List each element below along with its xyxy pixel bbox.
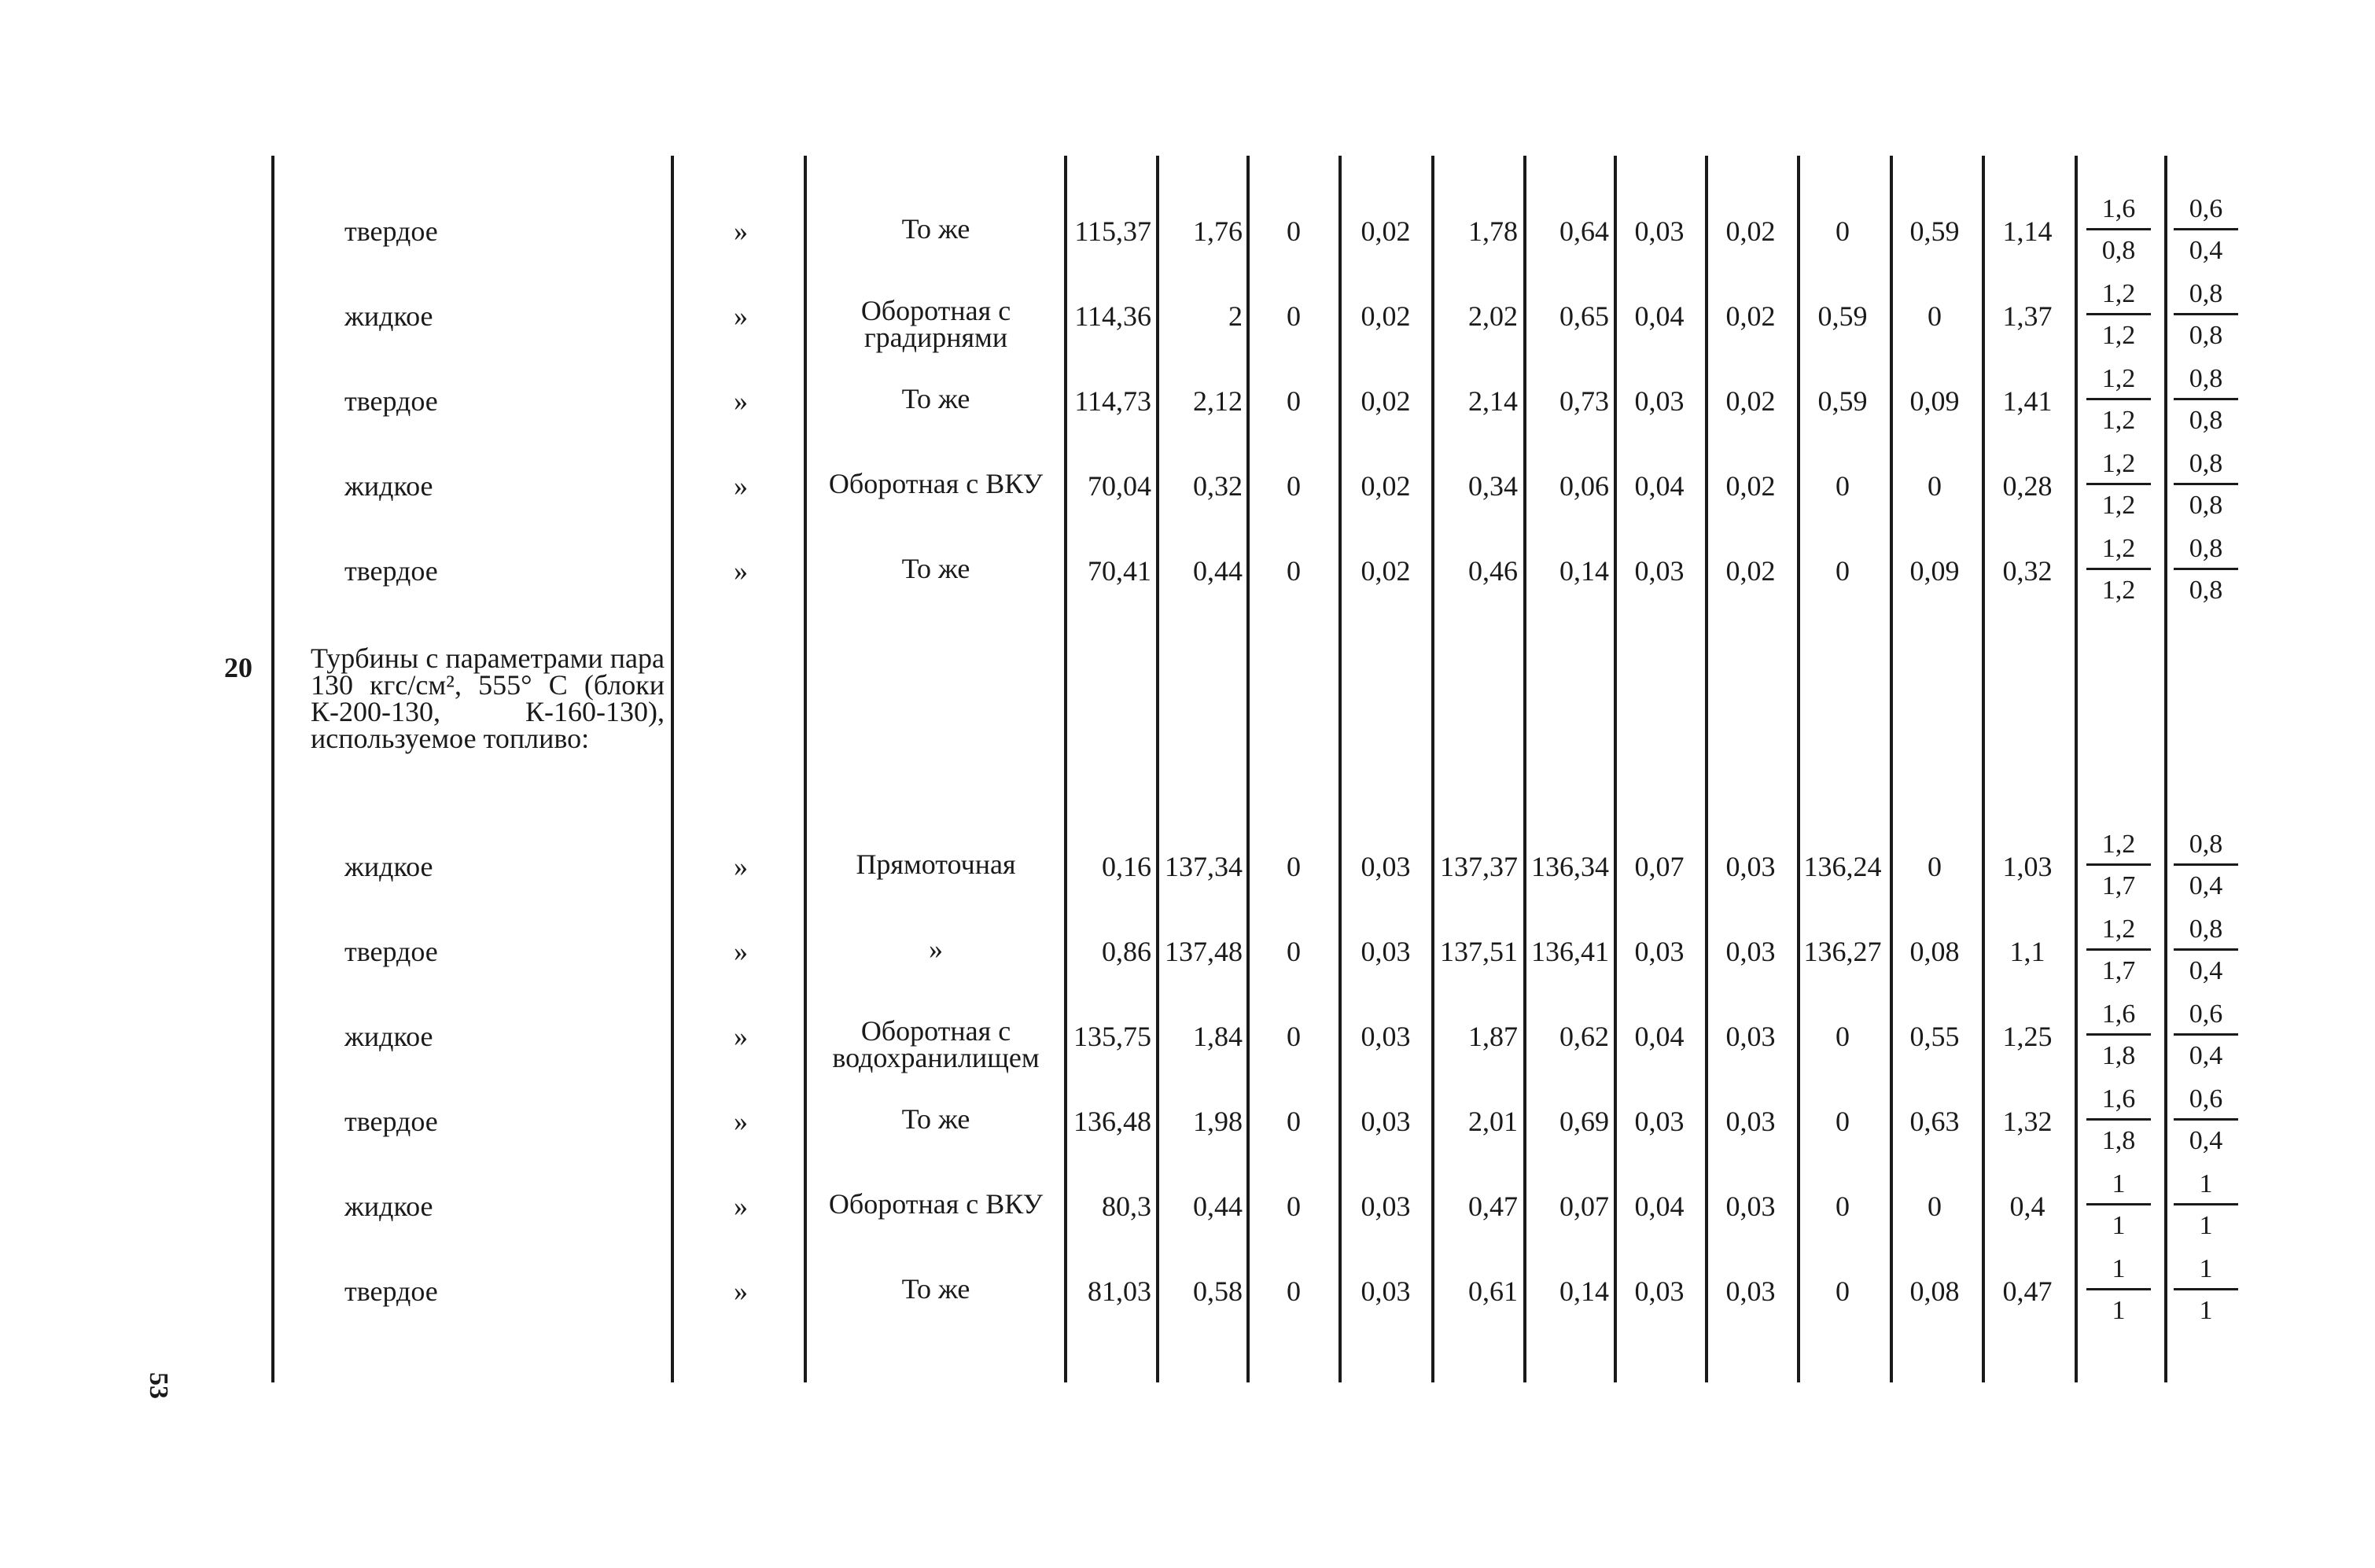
table-column-rule [1890,156,1893,1382]
value-cell: 0,02 [1725,300,1776,332]
value-cell: 0,07 [1634,851,1685,882]
fraction-denominator: 0,8 [2189,321,2223,350]
water-supply-cell: Оборотная с ВКУ [828,468,1044,499]
value-cell: 0,32 [2002,555,2053,587]
fraction-numerator: 1,2 [2086,829,2151,866]
value-cell: 0,62 [1559,1021,1609,1052]
fraction-denominator: 0,4 [2189,236,2223,265]
fuel-type-cell: жидкое [344,1191,433,1222]
value-cell: 136,27 [1803,936,1882,967]
water-supply-cell: Прямоточная [856,848,1016,880]
water-supply-cell: То же [901,213,970,245]
fraction-cell [2086,193,2151,267]
value-cell: 137,37 [1440,851,1518,882]
fraction-numerator: 1,6 [2086,999,2151,1036]
value-cell: 137,48 [1165,936,1243,967]
fraction-cell [2086,533,2151,606]
value-cell: 0,46 [1468,555,1518,587]
table-column-rule [1614,156,1617,1382]
value-cell: 0 [1287,470,1301,502]
value-cell: 0 [1836,555,1850,587]
fraction-numerator: 1 [2086,1169,2151,1205]
value-cell: 0,02 [1725,555,1776,587]
value-cell: 0,32 [1193,470,1243,502]
value-cell: 137,51 [1440,936,1518,967]
value-cell: 0,44 [1193,1191,1243,1222]
value-cell: 0 [1836,1106,1850,1137]
fraction-denominator: 0,8 [2101,236,2136,265]
fraction-cell [2086,999,2151,1072]
value-cell: 81,03 [1088,1275,1151,1307]
fuel-type-cell: твердое [344,215,438,247]
value-cell: 0,55 [1909,1021,1960,1052]
fraction-numerator: 0,8 [2174,533,2238,570]
value-cell: 2 [1228,300,1243,332]
fuel-type-cell: твердое [344,385,438,417]
value-cell: 0,28 [2002,470,2053,502]
value-cell: 0 [1287,385,1301,417]
fuel-type-cell: твердое [344,936,438,967]
fraction-numerator: 0,8 [2174,914,2238,951]
value-cell: 0,59 [1817,300,1868,332]
table-column-rule [1156,156,1159,1382]
value-cell: 0 [1287,1191,1301,1222]
value-cell: 0,03 [1725,1191,1776,1222]
table-column-rule [1246,156,1250,1382]
value-cell: 0,63 [1909,1106,1960,1137]
value-cell: 0,16 [1102,851,1151,882]
fraction-denominator: 1,2 [2101,406,2136,435]
value-cell: 0,04 [1634,1021,1685,1052]
value-cell: 0,61 [1468,1275,1518,1307]
value-cell: 0,03 [1634,1106,1685,1137]
fraction-cell [2086,363,2151,436]
fraction-numerator: 0,6 [2174,999,2238,1036]
section-number: 20 [224,652,252,683]
table-column-rule [1982,156,1985,1382]
fraction-denominator: 1,2 [2101,491,2136,520]
value-cell: 0,03 [1725,936,1776,967]
fraction-numerator: 0,8 [2174,448,2238,485]
section-title: Турбины с параметрами пара 130 кгс/см², 555° С (блоки К-200-130, К-160-130), используемое топливо: [311,642,665,754]
value-cell: 0,02 [1725,470,1776,502]
value-cell: 136,48 [1073,1106,1151,1137]
value-cell: 1,32 [2002,1106,2053,1137]
value-cell: 0,47 [2002,1275,2053,1307]
value-cell: 136,41 [1531,936,1609,967]
value-cell: 0 [1287,1106,1301,1137]
fraction-numerator: 1,2 [2086,448,2151,485]
ditto-mark-cell: » [734,936,748,967]
table-column-rule [2075,156,2078,1382]
value-cell: 1,14 [2002,215,2053,247]
value-cell: 0,06 [1559,470,1609,502]
value-cell: 1,84 [1193,1021,1243,1052]
fraction-cell [2086,448,2151,521]
page-number: 53 [144,1372,173,1399]
value-cell: 0,73 [1559,385,1609,417]
value-cell: 0 [1287,1275,1301,1307]
value-cell: 0,03 [1725,851,1776,882]
fraction-cell [2086,278,2151,352]
value-cell: 0,4 [2009,1191,2045,1222]
value-cell: 2,12 [1193,385,1243,417]
value-cell: 0 [1928,300,1942,332]
value-cell: 0,03 [1361,1106,1411,1137]
value-cell: 0 [1836,1021,1850,1052]
water-supply-cell: То же [901,1273,970,1305]
value-cell: 114,36 [1074,300,1151,332]
fraction-denominator: 1 [2112,1211,2126,1240]
value-cell: 0,03 [1634,215,1685,247]
water-supply-cell: Оборотная с градирнями [860,295,1011,353]
value-cell: 0 [1287,555,1301,587]
value-cell: 0,02 [1361,300,1411,332]
value-cell: 0,03 [1725,1275,1776,1307]
fraction-denominator: 1,7 [2101,871,2136,900]
value-cell: 0,02 [1361,555,1411,587]
value-cell: 1,25 [2002,1021,2053,1052]
fraction-cell [2086,1084,2151,1157]
ditto-mark-cell: » [734,470,748,502]
table-column-rule [671,156,674,1382]
value-cell: 1,98 [1193,1106,1243,1137]
value-cell: 0,14 [1559,1275,1609,1307]
value-cell: 0,02 [1725,385,1776,417]
fraction-cell [2086,1169,2151,1242]
value-cell: 0,59 [1817,385,1868,417]
value-cell: 0,03 [1634,555,1685,587]
fraction-cell [2174,193,2238,267]
value-cell: 0,65 [1559,300,1609,332]
value-cell: 0,03 [1725,1106,1776,1137]
value-cell: 0,09 [1909,385,1960,417]
value-cell: 0 [1287,215,1301,247]
value-cell: 0,44 [1193,555,1243,587]
value-cell: 0,69 [1559,1106,1609,1137]
table-column-rule [1705,156,1708,1382]
fraction-cell [2174,829,2238,902]
ditto-mark-cell: » [734,1106,748,1137]
fraction-numerator: 1,2 [2086,533,2151,570]
fraction-numerator: 1,2 [2086,914,2151,951]
value-cell: 0,04 [1634,300,1685,332]
value-cell: 0 [1928,851,1942,882]
fuel-type-cell: твердое [344,555,438,587]
ditto-mark-cell: » [734,215,748,247]
table-column-rule [271,156,274,1382]
value-cell: 0,02 [1725,215,1776,247]
value-cell: 70,04 [1088,470,1151,502]
fuel-type-cell: жидкое [344,851,433,882]
fraction-cell [2086,829,2151,902]
fraction-cell [2174,914,2238,987]
value-cell: 0,03 [1634,385,1685,417]
value-cell: 0,09 [1909,555,1960,587]
value-cell: 0,03 [1634,936,1685,967]
value-cell: 0 [1836,470,1850,502]
value-cell: 2,01 [1468,1106,1518,1137]
value-cell: 136,24 [1803,851,1882,882]
value-cell: 0,03 [1361,1275,1411,1307]
fuel-type-cell: жидкое [344,300,433,332]
value-cell: 0,14 [1559,555,1609,587]
fraction-denominator: 0,8 [2189,576,2223,605]
value-cell: 0,08 [1909,1275,1960,1307]
value-cell: 0 [1836,215,1850,247]
table-column-rule [2164,156,2167,1382]
value-cell: 0,03 [1634,1275,1685,1307]
value-cell: 0 [1287,1021,1301,1052]
ditto-mark-cell: » [734,1021,748,1052]
value-cell: 0,02 [1361,215,1411,247]
value-cell: 114,73 [1074,385,1151,417]
fraction-denominator: 0,4 [2189,1126,2223,1155]
fraction-cell [2174,363,2238,436]
fraction-numerator: 1,2 [2086,363,2151,400]
fraction-cell [2174,533,2238,606]
value-cell: 70,41 [1088,555,1151,587]
fraction-denominator: 1,8 [2101,1041,2136,1070]
fuel-type-cell: твердое [344,1275,438,1307]
value-cell: 136,34 [1531,851,1609,882]
fraction-cell [2174,1253,2238,1327]
value-cell: 0,64 [1559,215,1609,247]
water-supply-cell: То же [901,553,970,584]
fraction-numerator: 1,6 [2086,1084,2151,1121]
fraction-numerator: 1 [2086,1253,2151,1290]
fraction-denominator: 0,8 [2189,491,2223,520]
water-supply-cell: То же [901,1103,970,1135]
fraction-numerator: 1,6 [2086,193,2151,230]
ditto-mark-cell: » [734,555,748,587]
fraction-denominator: 1,7 [2101,956,2136,985]
table-column-rule [1064,156,1067,1382]
value-cell: 2,02 [1468,300,1518,332]
value-cell: 0,04 [1634,470,1685,502]
water-supply-cell: Оборотная с водохранилищем [832,1015,1040,1073]
table-column-rule [1797,156,1800,1382]
ditto-mark-cell: » [734,385,748,417]
table-column-rule [1431,156,1434,1382]
value-cell: 0,59 [1909,215,1960,247]
water-supply-cell: » [929,933,943,965]
fraction-numerator: 0,6 [2174,193,2238,230]
fraction-cell [2174,448,2238,521]
value-cell: 0 [1836,1275,1850,1307]
fuel-type-cell: жидкое [344,1021,433,1052]
value-cell: 0 [1287,300,1301,332]
value-cell: 0,02 [1361,385,1411,417]
value-cell: 0,86 [1102,936,1151,967]
value-cell: 0,07 [1559,1191,1609,1222]
value-cell: 1,87 [1468,1021,1518,1052]
fraction-denominator: 1 [2199,1296,2213,1325]
value-cell: 0 [1928,470,1942,502]
value-cell: 0,03 [1361,936,1411,967]
fraction-cell [2086,914,2151,987]
value-cell: 0,03 [1361,1191,1411,1222]
value-cell: 1,1 [2009,936,2045,967]
fraction-numerator: 1 [2174,1253,2238,1290]
fraction-cell [2174,999,2238,1072]
value-cell: 0 [1287,936,1301,967]
table-column-rule [804,156,807,1382]
fraction-denominator: 0,8 [2189,406,2223,435]
fraction-numerator: 1 [2174,1169,2238,1205]
ditto-mark-cell: » [734,1191,748,1222]
value-cell: 135,75 [1073,1021,1151,1052]
ditto-mark-cell: » [734,1275,748,1307]
water-supply-cell: Оборотная с ВКУ [828,1188,1044,1220]
value-cell: 0,04 [1634,1191,1685,1222]
fraction-denominator: 1,2 [2101,321,2136,350]
fraction-denominator: 1,8 [2101,1126,2136,1155]
value-cell: 0 [1287,851,1301,882]
fraction-denominator: 0,4 [2189,956,2223,985]
ditto-mark-cell: » [734,300,748,332]
value-cell: 0,47 [1468,1191,1518,1222]
value-cell: 1,03 [2002,851,2053,882]
fraction-denominator: 1 [2112,1296,2126,1325]
value-cell: 0,34 [1468,470,1518,502]
table-column-rule [1523,156,1526,1382]
value-cell: 115,37 [1074,215,1151,247]
value-cell: 2,14 [1468,385,1518,417]
value-cell: 0,58 [1193,1275,1243,1307]
value-cell: 137,34 [1165,851,1243,882]
fraction-numerator: 0,8 [2174,278,2238,315]
value-cell: 80,3 [1102,1191,1151,1222]
ditto-mark-cell: » [734,851,748,882]
value-cell: 1,41 [2002,385,2053,417]
value-cell: 0,03 [1725,1021,1776,1052]
fraction-numerator: 0,6 [2174,1084,2238,1121]
value-cell: 0,03 [1361,1021,1411,1052]
fuel-type-cell: твердое [344,1106,438,1137]
value-cell: 0 [1836,1191,1850,1222]
value-cell: 0,03 [1361,851,1411,882]
value-cell: 0,08 [1909,936,1960,967]
fraction-denominator: 1,2 [2101,576,2136,605]
fraction-cell [2174,1084,2238,1157]
water-supply-cell: То же [901,383,970,414]
fraction-denominator: 1 [2199,1211,2213,1240]
fraction-denominator: 0,4 [2189,1041,2223,1070]
value-cell: 0,02 [1361,470,1411,502]
table-column-rule [1338,156,1342,1382]
fraction-cell [2174,1169,2238,1242]
value-cell: 1,76 [1193,215,1243,247]
fraction-numerator: 0,8 [2174,829,2238,866]
fraction-numerator: 0,8 [2174,363,2238,400]
fuel-type-cell: жидкое [344,470,433,502]
value-cell: 0 [1928,1191,1942,1222]
fraction-denominator: 0,4 [2189,871,2223,900]
fraction-numerator: 1,2 [2086,278,2151,315]
value-cell: 1,78 [1468,215,1518,247]
fraction-cell [2174,278,2238,352]
fraction-cell [2086,1253,2151,1327]
value-cell: 1,37 [2002,300,2053,332]
